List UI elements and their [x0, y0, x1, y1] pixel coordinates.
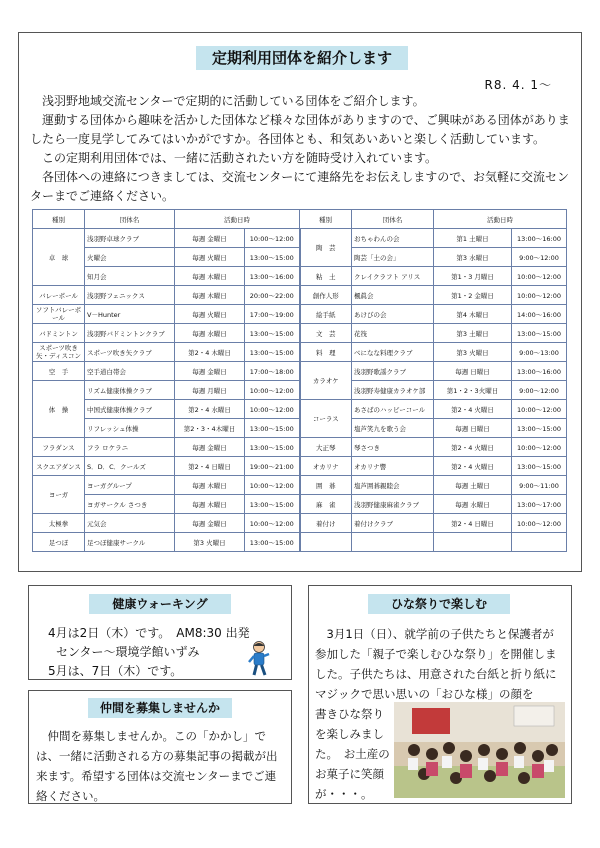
day-cell: 毎週 木曜日 — [175, 476, 245, 495]
group-cell: 陶芸「土の会」 — [352, 248, 434, 267]
day-cell: 毎週 日曜日 — [434, 362, 512, 381]
time-cell: 13:00～15:00 — [245, 324, 300, 343]
table-row — [33, 533, 567, 552]
day-cell: 第4 木曜日 — [434, 305, 512, 324]
time-cell: 13:00～15:00 — [245, 343, 300, 362]
walking-line: 4月は2日（木）です。 AM8:30 出発 — [48, 626, 250, 640]
intro-paragraph: 各団体への連絡につきましては、交流センターにて連絡先をお伝えしますので、お気軽に交流センターまでご連絡ください。 — [30, 170, 570, 203]
time-cell: 14:00～16:00 — [512, 305, 567, 324]
day-cell: 第1・2 金曜日 — [434, 286, 512, 305]
category-cell: スクエアダンス — [33, 457, 85, 476]
time-cell: 13:00～15:00 — [245, 533, 300, 552]
category-cell: 陶 芸 — [300, 229, 352, 267]
category-cell: 麻 雀 — [300, 495, 352, 514]
day-cell: 毎週 金曜日 — [175, 514, 245, 533]
day-cell: 第2・4 日曜日 — [175, 457, 245, 476]
walking-line: センター～環境学館いずみ — [56, 645, 200, 659]
time-cell: 17:00～19:00 — [245, 305, 300, 324]
group-cell: 空手道白帯会 — [85, 362, 175, 381]
day-cell: 第2・4 火曜日 — [434, 400, 512, 419]
table-row — [33, 324, 567, 343]
category-cell: バレーボール — [33, 286, 85, 305]
walking-line: 5月は、7日（木）です。 — [48, 664, 183, 678]
day-cell: 毎週 金曜日 — [175, 438, 245, 457]
category-cell: 太極拳 — [33, 514, 85, 533]
category-cell: 囲 碁 — [300, 476, 352, 495]
header-cell: 団体名 — [85, 210, 175, 229]
walking-title: 健康ウォーキング — [89, 594, 231, 614]
time-cell: 10:00～12:00 — [512, 400, 567, 419]
group-cell: 琴さつき — [352, 438, 434, 457]
group-cell: 元気会 — [85, 514, 175, 533]
category-cell: 料 理 — [300, 343, 352, 362]
time-cell: 9:00～12:00 — [512, 248, 567, 267]
table-header-row — [33, 210, 567, 229]
group-cell: 着付けクラブ — [352, 514, 434, 533]
group-cell: 浅羽野寿健康カラオケ部 — [352, 381, 434, 400]
time-cell: 10:00～12:00 — [245, 229, 300, 248]
category-cell: 体 操 — [33, 381, 85, 438]
day-cell: 第3 火曜日 — [434, 343, 512, 362]
group-cell: 浅羽野卓球クラブ — [85, 229, 175, 248]
time-cell: 13:00～16:00 — [512, 229, 567, 248]
table-row — [33, 229, 567, 248]
time-cell: 13:00～15:00 — [245, 438, 300, 457]
category-cell: スポーツ吹き矢・ディスコン — [33, 343, 85, 362]
time-cell: 13:00～16:00 — [245, 267, 300, 286]
group-cell: 火曜会 — [85, 248, 175, 267]
group-cell: ヨーガグループ — [85, 476, 175, 495]
empty-cell — [512, 533, 567, 552]
time-cell: 9:00～12:00 — [512, 381, 567, 400]
time-cell: 10:00～12:00 — [245, 400, 300, 419]
time-cell: 17:00～18:00 — [245, 362, 300, 381]
intro-paragraph: 運動する団体から趣味を活かした団体など様々な団体がありますので、ご興味がある団体がありましたら一度見学してみてはいかがですか。各団体とも、和気あいあいと楽しく活動しています。 — [30, 113, 570, 146]
hina-text: 3月1日（日）、就学前の子供たちと保護者が参加した「親子で楽しむひな祭り」を開催しました。子供たちは、用意された台紙と折り紙にマジックで思い思いの「おひな様」の顔を — [315, 627, 557, 701]
empty-cell — [434, 533, 512, 552]
group-cell: 足つぼ健康サークル — [85, 533, 175, 552]
hina-title: ひな祭りで楽しむ — [368, 594, 510, 614]
page-title: 定期利用団体を紹介します — [196, 46, 408, 70]
group-cell: 塩芦笑九を歌う会 — [352, 419, 434, 438]
group-cell: 中国式健康体操クラブ — [85, 400, 175, 419]
group-cell: リズム健康体操クラブ — [85, 381, 175, 400]
group-cell: クレイクラフト アリス — [352, 267, 434, 286]
table-row — [33, 286, 567, 305]
time-cell: 10:00～12:00 — [512, 267, 567, 286]
group-cell: スポーツ吹き矢クラブ — [85, 343, 175, 362]
day-cell: 毎週 水曜日 — [175, 324, 245, 343]
empty-cell — [352, 533, 434, 552]
day-cell: 第2・4 木曜日 — [175, 343, 245, 362]
walking-person-icon — [244, 640, 274, 678]
day-cell: 第3 水曜日 — [434, 248, 512, 267]
day-cell: 第2・4 火曜日 — [434, 457, 512, 476]
day-cell: 毎週 土曜日 — [434, 476, 512, 495]
day-cell: 第3 火曜日 — [175, 533, 245, 552]
time-cell: 13:00～15:00 — [512, 457, 567, 476]
category-cell: オカリナ — [300, 457, 352, 476]
category-cell: 創作人形 — [300, 286, 352, 305]
day-cell: 毎週 金曜日 — [175, 229, 245, 248]
time-cell: 19:00～21:00 — [245, 457, 300, 476]
category-cell: カラオケ — [300, 362, 352, 400]
category-cell: 着付け — [300, 514, 352, 533]
time-cell: 13:00～15:00 — [245, 419, 300, 438]
group-cell: 楓眞会 — [352, 286, 434, 305]
day-cell: 第2・4 火曜日 — [434, 438, 512, 457]
recruit-title: 仲間を募集しませんか — [88, 698, 232, 718]
table-row — [33, 476, 567, 495]
table-row — [33, 457, 567, 476]
category-cell: フラダンス — [33, 438, 85, 457]
day-cell: 毎週 火曜日 — [175, 305, 245, 324]
time-cell: 13:00～15:00 — [245, 248, 300, 267]
group-cell: 浅羽野歌謡クラブ — [352, 362, 434, 381]
time-cell: 10:00～12:00 — [245, 514, 300, 533]
day-cell: 毎週 木曜日 — [175, 267, 245, 286]
schedule-table — [32, 209, 567, 552]
group-cell: 塩芦囲碁親睦会 — [352, 476, 434, 495]
table-row — [33, 305, 567, 324]
day-cell: 毎週 木曜日 — [175, 495, 245, 514]
group-cell: V－Hunter — [85, 305, 175, 324]
category-cell: 文 芸 — [300, 324, 352, 343]
time-cell: 13:00～16:00 — [512, 362, 567, 381]
group-cell: べになな料理クラブ — [352, 343, 434, 362]
day-cell: 毎週 木曜日 — [175, 286, 245, 305]
category-cell: 絵手紙 — [300, 305, 352, 324]
hina-text-continued: 書きひな祭りを楽しみました。 お土産のお菓子に笑顔が・・・。 — [315, 707, 390, 801]
day-cell: 毎週 火曜日 — [175, 248, 245, 267]
day-cell: 第1 土曜日 — [434, 229, 512, 248]
time-cell: 20:00～22:00 — [245, 286, 300, 305]
table-row — [33, 495, 567, 514]
table-row — [33, 514, 567, 533]
time-cell: 10:00～12:00 — [512, 438, 567, 457]
time-cell: 10:00～12:00 — [512, 286, 567, 305]
date-label: R8. 4. 1～ — [484, 78, 552, 92]
time-cell: 9:00～11:00 — [512, 476, 567, 495]
group-cell: あけびの会 — [352, 305, 434, 324]
day-cell: 第2・4 日曜日 — [434, 514, 512, 533]
day-cell: 毎週 金曜日 — [175, 362, 245, 381]
time-cell: 13:00～15:00 — [512, 419, 567, 438]
time-cell: 13:00～17:00 — [512, 495, 567, 514]
table-row — [33, 438, 567, 457]
table-row — [33, 362, 567, 381]
day-cell: 毎週 水曜日 — [434, 495, 512, 514]
category-cell: 粘 土 — [300, 267, 352, 286]
category-cell: ソフトバレーボール — [33, 305, 85, 324]
time-cell: 10:00～12:00 — [512, 514, 567, 533]
group-cell: おちゃわんの会 — [352, 229, 434, 248]
group-cell: ヨガサークル さつき — [85, 495, 175, 514]
intro-paragraph: この定期利用団体では、一緒に活動されたい方を随時受け入れています。 — [30, 151, 438, 165]
day-cell: 第1・2・3火曜日 — [434, 381, 512, 400]
group-cell: 浅羽野健康麻雀クラブ — [352, 495, 434, 514]
time-cell: 13:00～15:00 — [245, 495, 300, 514]
category-cell: コーラス — [300, 400, 352, 438]
empty-cell — [300, 533, 352, 552]
intro-paragraph: 浅羽野地域交流センターで定期的に活動している団体をご紹介します。 — [30, 94, 425, 108]
group-cell: フラ ロケラニ — [85, 438, 175, 457]
group-cell: 花筏 — [352, 324, 434, 343]
recruit-text: 仲間を募集しませんか。この「かかし」では、一緒に活動される方の募集記事の掲載が出来ます。希望する団体は交流センターまでご連絡ください。 — [36, 729, 278, 803]
day-cell: 毎週 日曜日 — [434, 419, 512, 438]
table-row — [33, 400, 567, 419]
category-cell: ヨーガ — [33, 476, 85, 514]
day-cell: 第3 土曜日 — [434, 324, 512, 343]
group-cell: 知月会 — [85, 267, 175, 286]
group-cell: 浅羽野フェニックス — [85, 286, 175, 305]
category-cell: 卓 球 — [33, 229, 85, 286]
day-cell: 第2・3・4木曜日 — [175, 419, 245, 438]
group-cell: S．D．C．クールズ — [85, 457, 175, 476]
header-cell: 種別 — [300, 210, 352, 229]
group-cell: あさばのハッピーコール — [352, 400, 434, 419]
category-cell: 空 手 — [33, 362, 85, 381]
day-cell: 第2・4 水曜日 — [175, 400, 245, 419]
day-cell: 毎週 月曜日 — [175, 381, 245, 400]
hina-photo — [394, 702, 565, 798]
group-cell: オカリナ響 — [352, 457, 434, 476]
header-cell: 活動日時 — [434, 210, 567, 229]
time-cell: 10:00～12:00 — [245, 476, 300, 495]
group-cell: リフレッシュ体操 — [85, 419, 175, 438]
time-cell: 9:00～13:00 — [512, 343, 567, 362]
day-cell: 第1・3 月曜日 — [434, 267, 512, 286]
header-cell: 種別 — [33, 210, 85, 229]
table-row — [33, 267, 567, 286]
time-cell: 10:00～12:00 — [245, 381, 300, 400]
category-cell: バドミントン — [33, 324, 85, 343]
intro-text — [30, 92, 578, 206]
header-cell: 活動日時 — [175, 210, 300, 229]
table-row — [33, 343, 567, 362]
group-cell: 浅羽野バドミントンクラブ — [85, 324, 175, 343]
category-cell: 大正琴 — [300, 438, 352, 457]
category-cell: 足つぼ — [33, 533, 85, 552]
time-cell: 13:00～15:00 — [512, 324, 567, 343]
header-cell: 団体名 — [352, 210, 434, 229]
